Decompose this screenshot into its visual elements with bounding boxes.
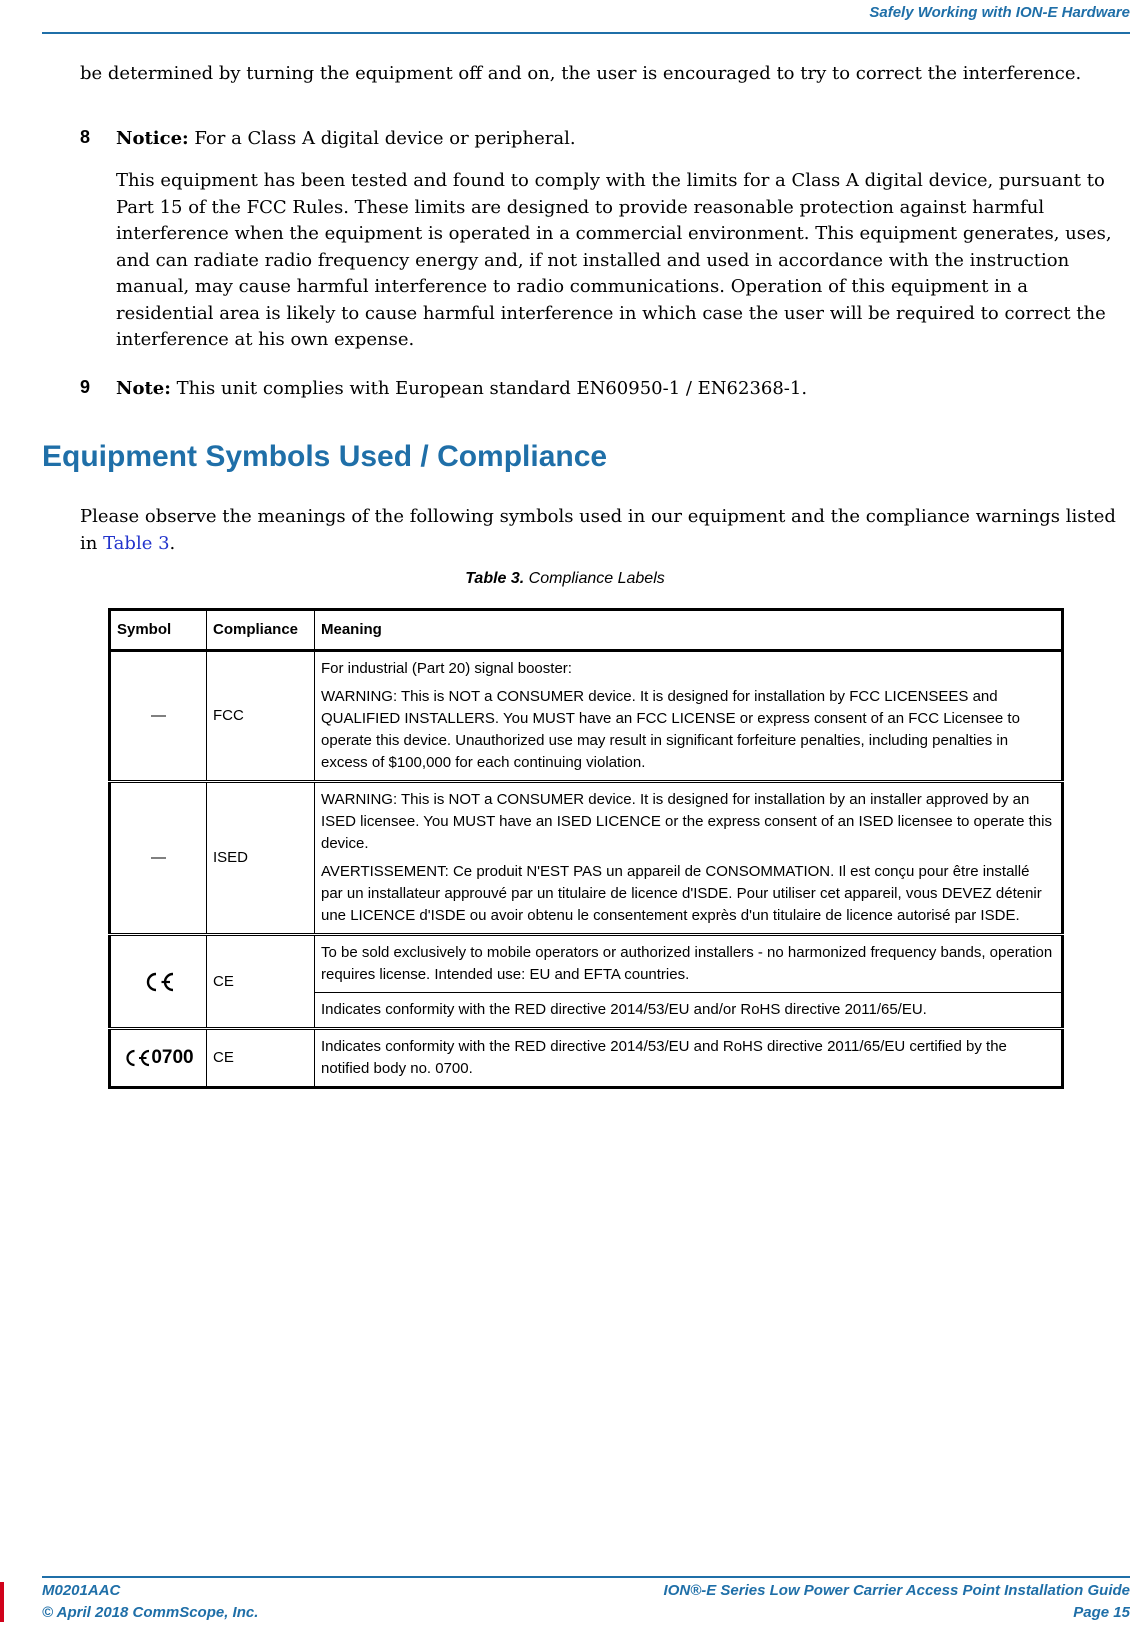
compliance-cell: ISED	[207, 782, 315, 935]
symbol-cell	[110, 935, 207, 1029]
header-compliance: Compliance	[207, 610, 315, 651]
notice-lead: For a Class A digital device or peripheral.	[194, 128, 576, 149]
caption-label: Table 3.	[465, 570, 525, 587]
meaning-line: Indicates conformity with the RED directive 2014/53/EU and/or RoHS directive 2011/65/EU.	[321, 1001, 927, 1018]
compliance-cell: CE	[207, 935, 315, 1029]
notice-label: Notice:	[116, 128, 189, 149]
section-intro-end: .	[169, 532, 176, 554]
meaning-cell	[315, 1029, 1063, 1088]
symbol-cell: —	[110, 651, 207, 782]
item-8-paragraph: This equipment has been tested and found to comply with the limits for a Class A digital device, pursuant to Part 15 of the FCC Rules. These limits are designed to provide reasonable protection against harmful interference when the equipment is operated in a commercial environment. This equipment generates, uses, and can radiate radio frequency energy and, if not installed and used in accordance with the instruction manual, may cause harmful interference to radio communications. Operation of this equipment in a residential area is likely to cause harmful interference in which case the user will be required to correct the interference at his own expense.	[116, 170, 1112, 350]
section-intro	[80, 504, 1126, 557]
meaning-cell	[315, 935, 1063, 993]
meaning-cell	[315, 993, 1063, 1029]
meaning-cell	[315, 782, 1063, 935]
table-caption	[0, 570, 1130, 588]
section-heading: Equipment Symbols Used / Compliance	[42, 440, 608, 473]
note-label: Note:	[116, 378, 171, 399]
item-8-lead	[116, 126, 1126, 153]
table-row	[110, 651, 1063, 782]
note-lead: This unit complies with European standard EN60950-1 / EN62368-1.	[176, 378, 808, 399]
meaning-line: To be sold exclusively to mobile operators or authorized installers - no harmonized frequency bands, operation requires license. Intended use: EU and EFTA countries.	[321, 944, 1053, 983]
table-header-row	[110, 610, 1063, 651]
footer-copyright: © April 2018 CommScope, Inc.	[42, 1604, 259, 1621]
footer-rule	[42, 1576, 1130, 1578]
compliance-cell: CE	[207, 1029, 315, 1088]
footer-doc-id: M0201AAC	[42, 1582, 121, 1599]
table-row	[110, 1029, 1063, 1088]
table-row	[110, 935, 1063, 993]
item-9-lead	[116, 376, 1126, 403]
meaning-line: For industrial (Part 20) signal booster:	[321, 660, 572, 677]
footer-red-bar	[0, 1582, 4, 1622]
ce-mark-icon	[142, 971, 176, 993]
section-intro-text: Please observe the meanings of the following symbols used in our equipment and the compliance warnings listed in	[80, 506, 1116, 554]
header-meaning: Meaning	[315, 610, 1063, 651]
meaning-line: WARNING: This is NOT a CONSUMER device. It is designed for installation by FCC LICENSEES and QUALIFIED INSTALLERS. You MUST have an FCC LICENSE or express consent of an FCC Licensee to operate this device. Unauthorized use may result in significant forfeiture penalties, including penalties in excess of $100,000 for each continuing violation.	[321, 688, 1020, 771]
footer-page-number: Page 15	[1073, 1604, 1130, 1621]
table-3-link[interactable]: Table 3	[103, 532, 170, 554]
caption-title: Compliance Labels	[528, 570, 665, 587]
item-number-8: 8	[80, 127, 91, 147]
intro-continuation: be determined by turning the equipment off and on, the user is encouraged to try to correct the interference.	[80, 63, 1082, 84]
symbol-cell	[110, 1029, 207, 1088]
table-row	[110, 782, 1063, 935]
item-number-9: 9	[80, 377, 91, 397]
running-head: Safely Working with ION-E Hardware	[869, 4, 1130, 21]
header-rule	[42, 32, 1130, 34]
meaning-cell	[315, 651, 1063, 782]
meaning-line: WARNING: This is NOT a CONSUMER device. It is designed for installation by an installer approved by an ISED licensee. You MUST have an ISED LICENCE or the express consent of an ISED licensee to operate this device.	[321, 791, 1052, 852]
meaning-line: AVERTISSEMENT: Ce produit N'EST PAS un appareil de CONSOMMATION. Il est conçu pour être installé par un installateur approuvé par un titulaire de licence d'ISDE. Pour utiliser cet appareil, vous DEVEZ détenir une LICENCE d'ISDE ou avoir obtenu le consentement exprès d'un titulaire de licence autorisé par ISDE.	[321, 863, 1042, 924]
symbol-cell: —	[110, 782, 207, 935]
compliance-table	[108, 608, 1064, 1089]
compliance-cell: FCC	[207, 651, 315, 782]
footer-guide-title: ION®-E Series Low Power Carrier Access Point Installation Guide	[663, 1582, 1130, 1599]
header-symbol: Symbol	[110, 610, 207, 651]
ce-0700-mark-icon	[123, 1047, 194, 1069]
notified-body-number: 0700	[151, 1047, 194, 1069]
meaning-line: Indicates conformity with the RED directive 2014/53/EU and RoHS directive 2011/65/EU certified by the notified body no. 0700.	[321, 1038, 1007, 1077]
